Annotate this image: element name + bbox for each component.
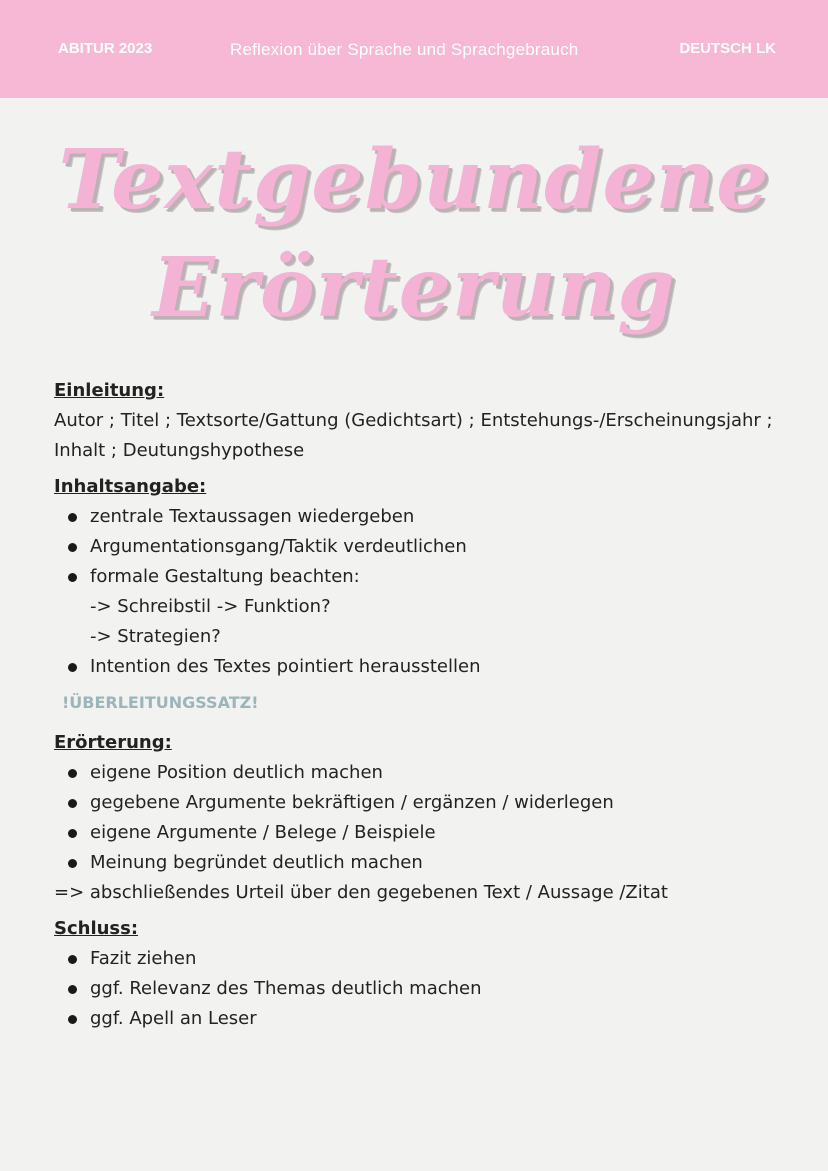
section-heading: Schluss: [54, 918, 139, 939]
bullet-icon [68, 955, 77, 964]
bullet-icon [68, 769, 77, 778]
list-item: eigene Argumente / Belege / Beispiele [66, 818, 794, 848]
list-item: eigene Position deutlich machen [66, 758, 794, 788]
header-subject: DEUTSCH LK [679, 40, 776, 57]
notes-content [54, 376, 794, 1040]
list-item: Fazit ziehen [66, 944, 794, 974]
list-item: Meinung begründet deutlich machen [66, 848, 794, 878]
transition-note: !ÜBERLEITUNGSSATZ! [62, 693, 259, 712]
section-heading: Erörterung: [54, 732, 172, 753]
einleitung-line: Inhalt ; Deutungshypothese [54, 440, 305, 461]
bullet-icon [68, 573, 77, 582]
bullet-icon [68, 985, 77, 994]
header-exam-label: ABITUR 2023 [58, 40, 153, 57]
bullet-icon [68, 829, 77, 838]
bullet-list [54, 502, 794, 682]
bullet-icon [68, 543, 77, 552]
list-item: Intention des Textes pointiert herausstellen [66, 652, 794, 682]
section-inhaltsangabe [54, 472, 794, 682]
list-item: formale Gestaltung beachten: [66, 562, 794, 592]
list-item: zentrale Textaussagen wiedergeben [66, 502, 794, 532]
bullet-icon [68, 799, 77, 808]
section-schluss [54, 914, 794, 1034]
list-item: gegebene Argumente bekräftigen / ergänzen / widerlegen [66, 788, 794, 818]
bullet-icon [68, 513, 77, 522]
section-heading: Inhaltsangabe: [54, 476, 207, 497]
bullet-icon [68, 663, 77, 672]
list-item: ggf. Relevanz des Themas deutlich machen [66, 974, 794, 1004]
eroerterung-conclusion: => abschließendes Urteil über den gegebenen Text / Aussage /Zitat [54, 882, 668, 903]
einleitung-line: Autor ; Titel ; Textsorte/Gattung (Gedichtsart) ; Entstehungs-/Erscheinungsjahr ; [54, 410, 773, 431]
page-title-line-2: Erörterung [152, 240, 676, 336]
sub-item: -> Schreibstil -> Funktion? [90, 596, 331, 617]
header-banner [0, 0, 828, 98]
sub-item: -> Strategien? [90, 626, 221, 647]
bullet-list [54, 758, 794, 878]
header-topic: Reflexion über Sprache und Sprachgebrauch [230, 40, 579, 59]
bullet-icon [68, 859, 77, 868]
section-heading: Einleitung: [54, 380, 165, 401]
page-title-line-1: Textgebundene [58, 132, 770, 228]
bullet-list [54, 944, 794, 1034]
bullet-icon [68, 1015, 77, 1024]
section-einleitung [54, 376, 794, 466]
list-item: ggf. Apell an Leser [66, 1004, 794, 1034]
section-eroerterung [54, 728, 794, 908]
list-item: Argumentationsgang/Taktik verdeutlichen [66, 532, 794, 562]
